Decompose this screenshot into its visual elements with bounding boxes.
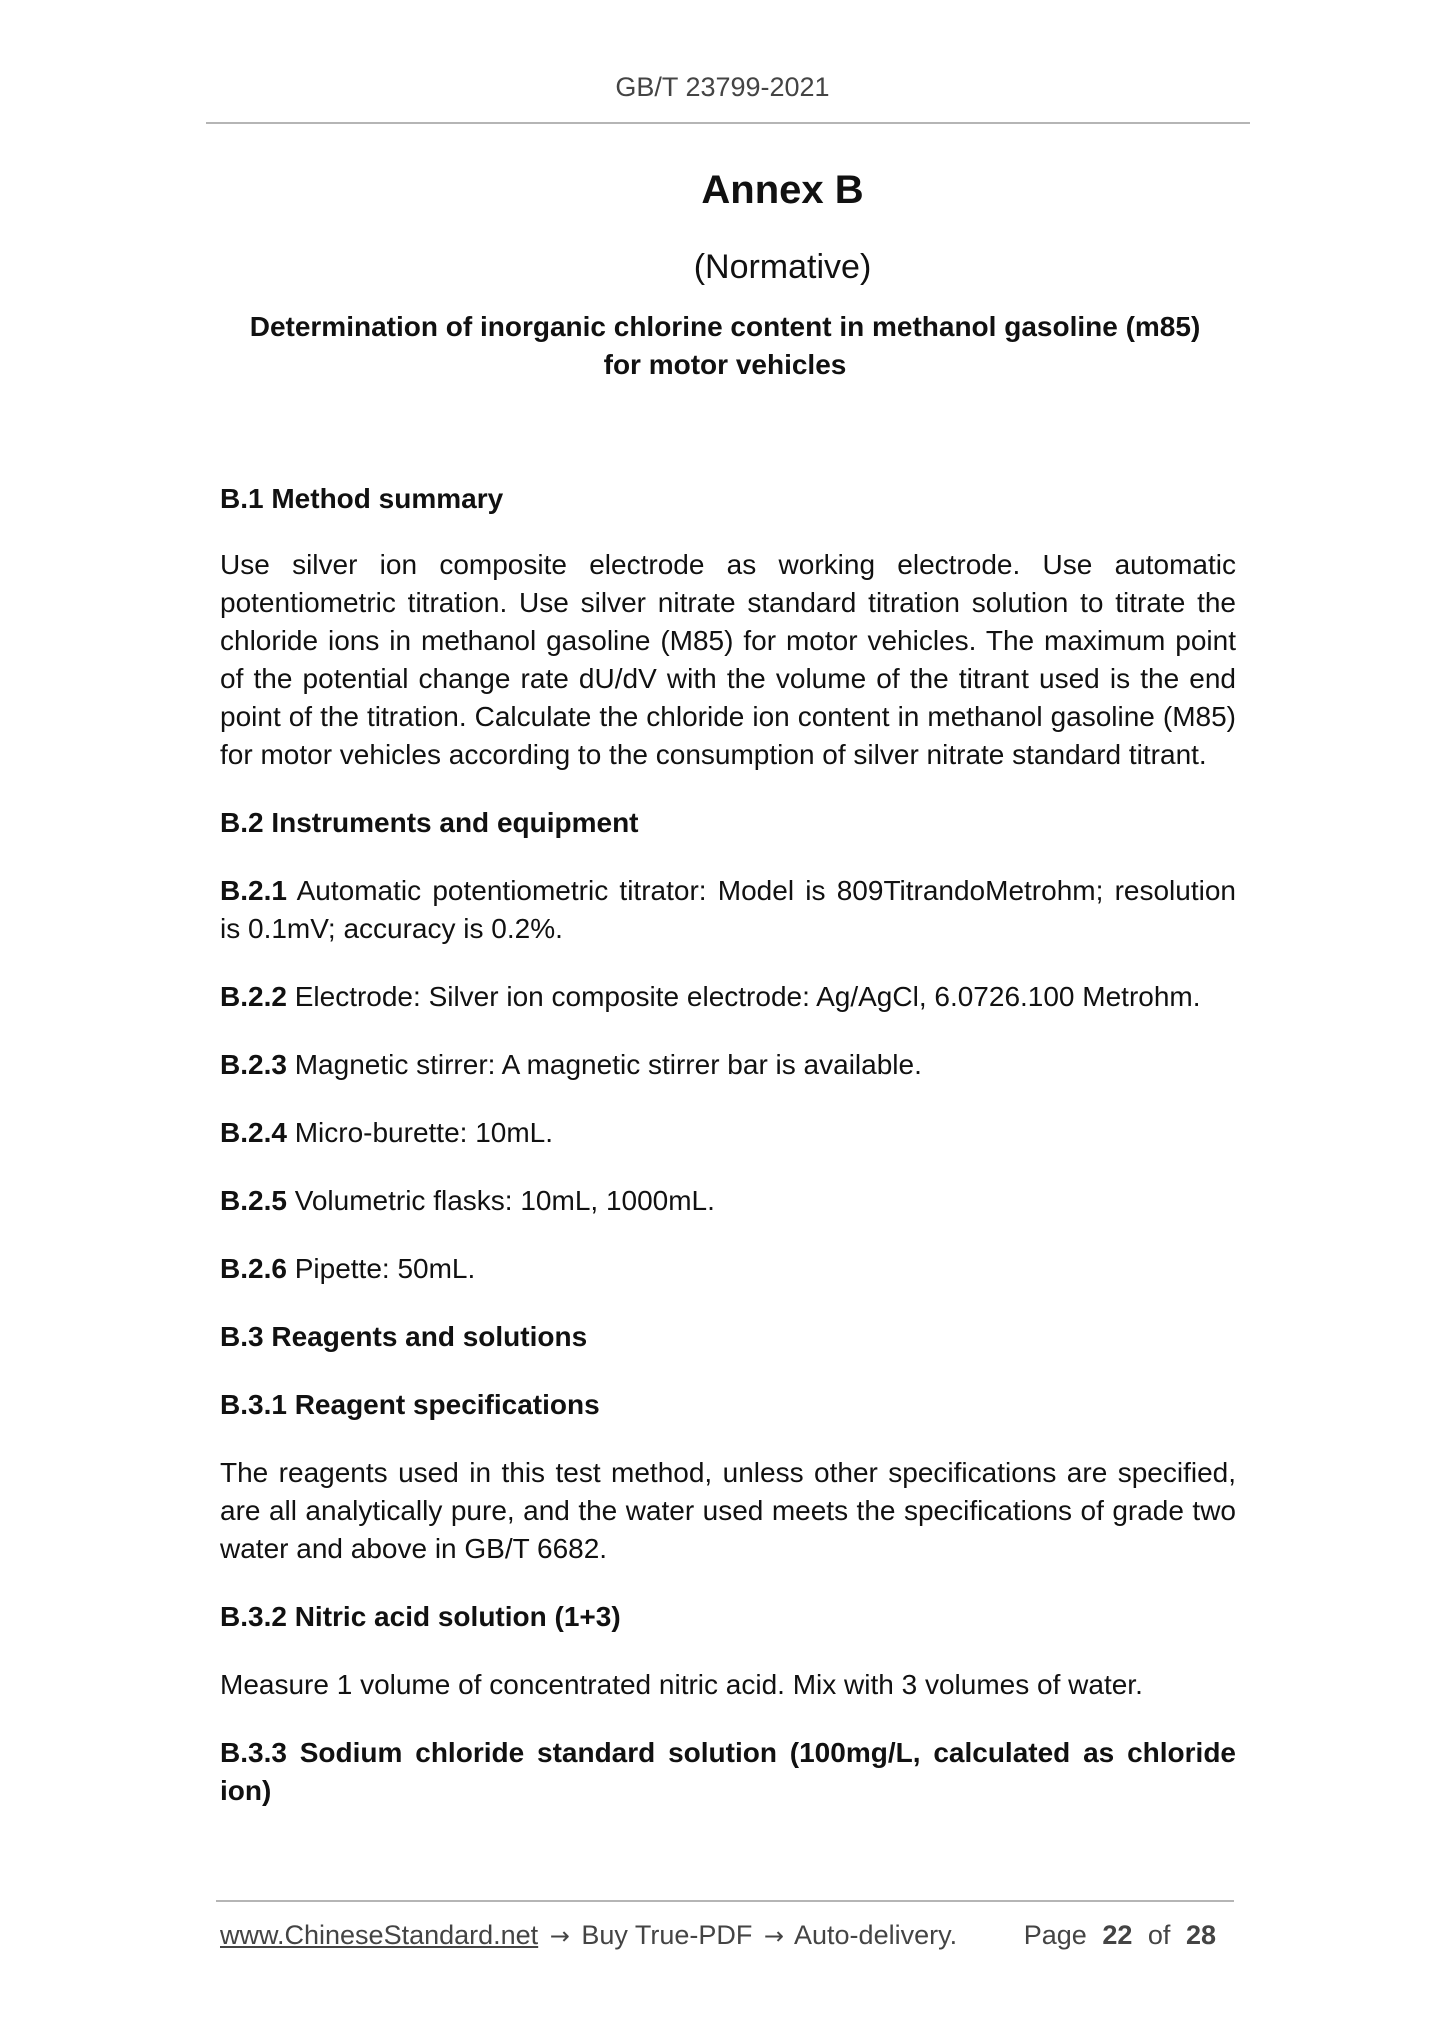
section-b3-2-text: Measure 1 volume of concentrated nitric acid. Mix with 3 volumes of water. [220,1669,1143,1700]
clause-b2-6 [220,1250,1236,1288]
section-b3-1-heading: B.3.1 Reagent specifications [220,1389,600,1420]
clause-b2-3 [220,1046,1236,1084]
section-b2-heading: B.2 Instruments and equipment [220,807,639,838]
clause-b2-1 [220,872,1236,948]
section-b1-heading: B.1 Method summary [220,483,504,514]
clause-b2-4 [220,1114,1236,1152]
section-b3-3-heading: B.3.3 Sodium chloride standard solution (100mg/L, calculated as chloride ion) [220,1737,1236,1806]
clause-number: B.2.1 [220,875,287,906]
clause-b2-5 [220,1182,1236,1220]
clause-number: B.2.5 [220,1185,287,1216]
annex-subtitle-line-1: Determination of inorganic chlorine content in methanol gasoline (m85) [249,311,1201,342]
clause-text: Micro-burette: 10mL. [294,1117,554,1148]
delivery-text: Auto-delivery. [794,1920,958,1950]
footer-divider [216,1900,1234,1902]
page-number [1024,1920,1224,1951]
clause-b2-2 [220,978,1236,1016]
arrow-right-icon: → [763,1922,784,1950]
clause-number: B.2.3 [220,1049,287,1080]
section-b3-2-heading: B.3.2 Nitric acid solution (1+3) [220,1601,621,1632]
clause-text: Volumetric flasks: 10mL, 1000mL. [294,1185,715,1216]
total-pages: 28 [1185,1920,1216,1950]
section-b3-heading: B.3 Reagents and solutions [220,1321,588,1352]
annex-type: (Normative) [693,248,872,286]
clause-number: B.2.2 [220,981,287,1012]
page-label: Page [1023,1920,1087,1950]
annex-subtitle-line-2: for motor vehicles [603,349,847,380]
document-body [220,480,1236,1810]
clause-text: Pipette: 50mL. [294,1253,476,1284]
clause-text: Electrode: Silver ion composite electrode: Ag/AgCl, 6.0726.100 Metrohm. [294,981,1201,1012]
of-label: of [1147,1920,1171,1950]
clause-number: B.2.6 [220,1253,287,1284]
document-code: GB/T 23799-2021 [615,72,830,102]
buy-text: Buy True-PDF [581,1920,753,1950]
annex-subtitle [220,308,1230,384]
section-b3-1-text: The reagents used in this test method, unless other specifications are specified, are all analytically pure, and the water used meets the specifications of grade two water and above in GB/T 6682. [220,1457,1236,1564]
annex-title: Annex B [701,168,864,212]
arrow-right-icon: → [549,1922,570,1950]
website-link[interactable]: www.ChineseStandard.net [220,1920,539,1950]
header-divider [206,122,1250,124]
clause-text: Magnetic stirrer: A magnetic stirrer bar is available. [294,1049,922,1080]
section-b1-text: Use silver ion composite electrode as working electrode. Use automatic potentiometric titration. Use silver nitrate standard titration solution to titrate the chloride ions in methanol gasoline (M85) for motor vehicles. The maximum point of the potential change rate dU/dV with the volume of the titrant used is the end point of the titration. Calculate the chloride ion content in methanol gasoline (M85) for motor vehicles according to the consumption of silver nitrate standard titrant. [220,549,1236,770]
page-footer [220,1920,1230,1951]
clause-text: Automatic potentiometric titrator: Model is 809TitrandoMetrohm; resolution is 0.1mV; accuracy is 0.2%. [220,875,1236,944]
current-page: 22 [1102,1920,1133,1950]
clause-number: B.2.4 [220,1117,287,1148]
